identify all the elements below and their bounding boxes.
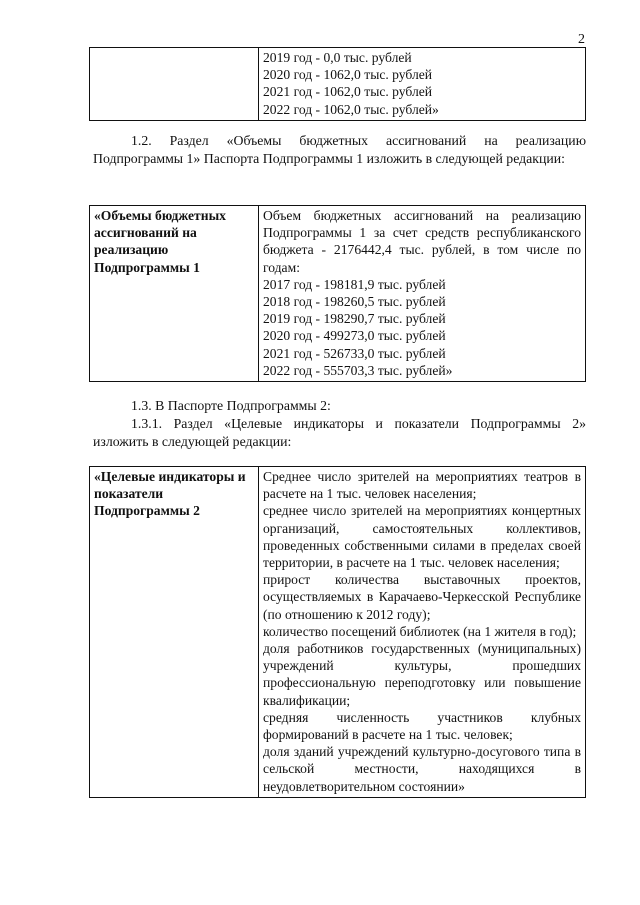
budget-intro: Объем бюджетных ассигнований на реализацию Подпрограммы 1 за счет средств республиканского бюджета - 2176442,4 тыс. рублей, в том числе по годам: <box>263 208 581 275</box>
indicators-label-cell: «Целевые индикаторы и показатели Подпрограммы 2 <box>90 467 259 798</box>
paragraph-1-3: 1.3. В Паспорте Подпрограммы 2: <box>131 398 331 413</box>
budget-table <box>89 205 586 382</box>
budget-year-line: 2021 год - 526733,0 тыс. рублей <box>263 345 446 361</box>
indicator-item: количество посещений библиотек (на 1 жителя в год); <box>263 623 577 639</box>
table-label-cell <box>90 48 259 121</box>
paragraph-1-3-1: 1.3.1. Раздел «Целевые индикаторы и показатели Подпрограммы 2» изложить в следующей редакции: <box>93 416 586 449</box>
budget-year-line: 2019 год - 198290,7 тыс. рублей <box>263 311 446 327</box>
budget-label-cell: «Объемы бюджетных ассигнований на реализацию Подпрограммы 1 <box>90 206 259 382</box>
budget-year-line: 2017 год - 198181,9 тыс. рублей <box>263 276 446 292</box>
indicator-item: Среднее число зрителей на мероприятиях театров в расчете на 1 тыс. человек населения; <box>263 469 581 502</box>
budget-year-line: 2018 год - 198260,5 тыс. рублей <box>263 294 446 310</box>
funding-line: 2020 год - 1062,0 тыс. рублей <box>263 67 433 83</box>
indicator-item: доля зданий учреждений культурно-досугового типа в сельской местности, находящихся в неудовлетворительном состоянии» <box>263 744 581 794</box>
indicators-value-cell <box>259 467 586 798</box>
budget-value-cell <box>259 206 586 382</box>
indicators-table <box>89 466 586 798</box>
budget-year-line: 2020 год - 499273,0 тыс. рублей <box>263 328 446 344</box>
funding-line: 2022 год - 1062,0 тыс. рублей» <box>263 101 439 117</box>
funding-line: 2019 год - 0,0 тыс. рублей <box>263 50 412 65</box>
paragraph-1-2: 1.2. Раздел «Объемы бюджетных ассигнований на реализацию Подпрограммы 1» Паспорта Подпрограммы 1 изложить в следующей редакции: <box>93 133 586 166</box>
funding-table-continuation <box>89 47 586 121</box>
page-number: 2 <box>578 32 585 47</box>
indicator-item: средняя численность участников клубных формирований в расчете на 1 тыс. человек; <box>263 709 581 743</box>
indicator-item: доля работников государственных (муниципальных) учреждений культуры, прошедших профессиональную переподготовку или повышение квалификации; <box>263 641 581 708</box>
indicator-item: среднее число зрителей на мероприятиях концертных организаций, самостоятельных коллективов, проведенных собственными силами в пределах своей территории, в расчете на 1 тыс. человек населения; <box>263 503 581 571</box>
budget-year-line: 2022 год - 555703,3 тыс. рублей» <box>263 362 453 378</box>
indicator-item: прирост количества выставочных проектов, осуществляемых в Карачаево-Черкесской Республике (по отношению к 2012 году); <box>263 572 581 622</box>
table-value-cell <box>259 48 586 121</box>
funding-line: 2021 год - 1062,0 тыс. рублей <box>263 84 433 100</box>
